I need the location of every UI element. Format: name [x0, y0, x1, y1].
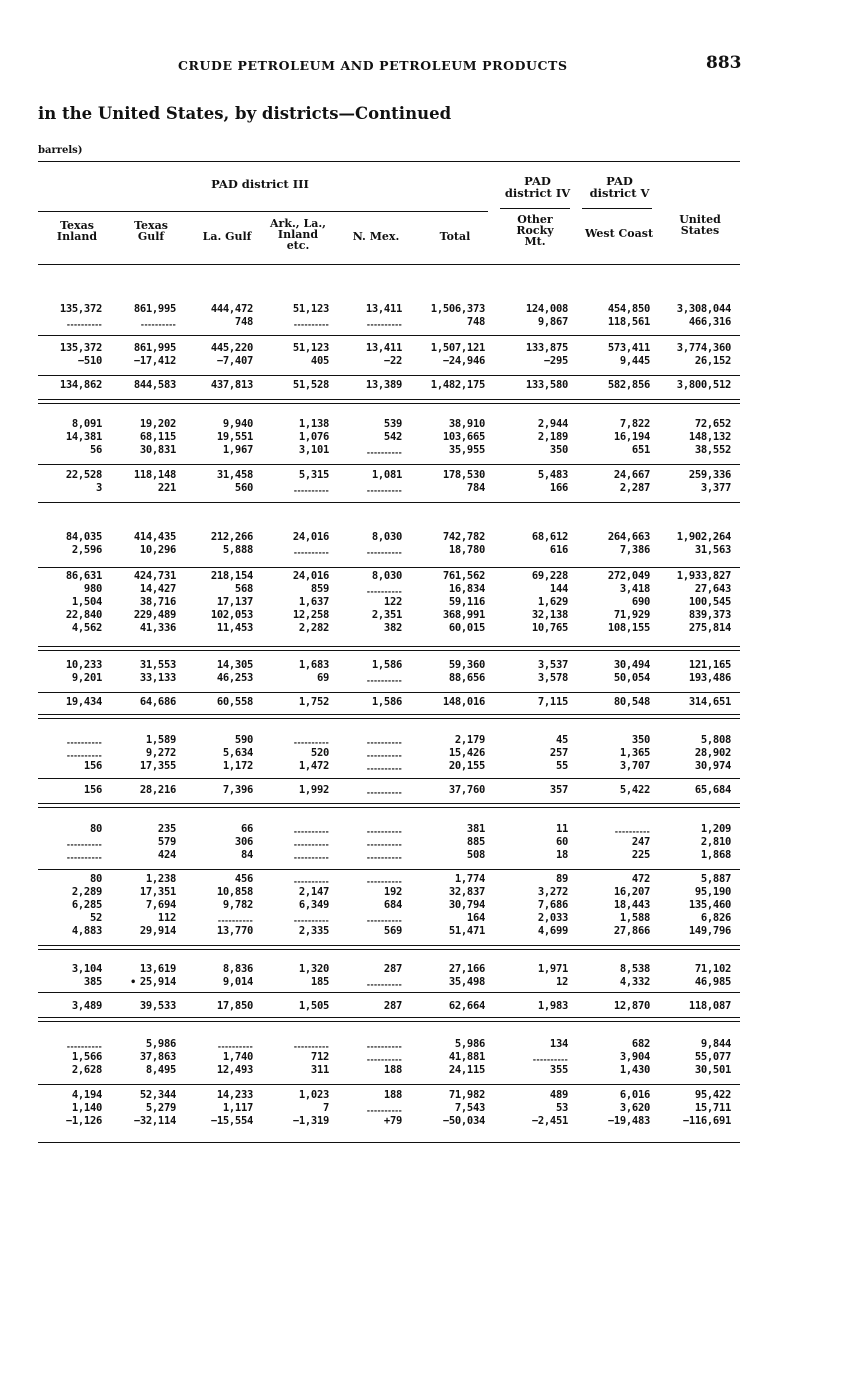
- section-double-rule: [38, 803, 740, 808]
- table-row: 86,631 424,731 218,154 24,016 8,030 761,562 69,228 272,049 1,933,827: [65, 570, 731, 582]
- table-row: 980 14,427 568 859 ---------- 16,834 144 3,418 27,643: [83, 583, 731, 596]
- table-row: 2,289 17,351 10,858 2,147 192 32,837 3,272 16,207 95,190: [71, 886, 731, 898]
- table-row: 3 221 560 ---------- ---------- 784 166 2,287 3,377: [95, 482, 731, 495]
- table-row: 22,528 118,148 31,458 5,315 1,081 178,530 5,483 24,667 259,336: [65, 469, 731, 481]
- section-double-rule: [38, 1017, 740, 1022]
- footnote-mark: •: [130, 977, 137, 988]
- section-double-rule: [38, 646, 740, 651]
- table-row: 9,201 33,133 46,253 69 ---------- 88,656 3,578 50,054 193,486: [71, 672, 731, 685]
- col-header-texas-inland: Texas Inland: [56, 219, 98, 243]
- col-header-west-coast: West Coast: [584, 227, 654, 240]
- header-bottom-rule: [38, 264, 740, 265]
- section-rule: [38, 567, 740, 568]
- col-header-n-mex: N. Mex.: [352, 230, 400, 243]
- table-row: 80 235 66 ---------- ---------- 381 11 ---------- 1,209: [89, 823, 731, 836]
- section-rule: [38, 1084, 740, 1085]
- table-row: 156 17,355 1,172 1,472 ---------- 20,155 55 3,707 30,974: [83, 760, 731, 773]
- table-row: 14,381 68,115 19,551 1,076 542 103,665 2,189 16,194 148,132: [65, 431, 731, 443]
- table-row: ---------- 9,272 5,634 520 ---------- 15,426 257 1,365 28,902: [66, 747, 731, 760]
- table-row: 3,104 13,619 8,836 1,320 287 27,166 1,971 8,538 71,102: [71, 963, 731, 975]
- col-header-texas-gulf: Texas Gulf: [134, 219, 168, 243]
- section-double-rule: [38, 945, 740, 950]
- table-row: 6,285 7,694 9,782 6,349 684 30,794 7,686 18,443 135,460: [71, 899, 731, 911]
- table-row: 80 1,238 456 ---------- ---------- 1,774 89 472 5,887: [89, 873, 731, 886]
- table-row: 156 28,216 7,396 1,992 ---------- 37,760 357 5,422 65,684: [83, 784, 731, 797]
- table-row: 1,140 5,279 1,117 7 ---------- 7,543 53 3,620 15,711: [71, 1102, 731, 1115]
- table-row: 385 25,914 9,014 185 ---------- 35,498 12 4,332 46,985: [83, 976, 731, 989]
- col-header-united-states: United States: [679, 213, 721, 237]
- section-rule: [38, 692, 740, 693]
- col-header-ark-la-inland: Ark., La., Inland etc.: [270, 217, 326, 252]
- table-row: 4,194 52,344 14,233 1,023 188 71,982 489 6,016 95,422: [71, 1089, 731, 1101]
- col-header-other-rocky: Other Rocky Mt.: [516, 213, 554, 248]
- group-header-pad4: PAD district IV: [504, 174, 571, 200]
- table-row: −510 −17,412 −7,407 405 −22 −24,946 −295 9,445 26,152: [77, 355, 731, 367]
- table-row: 19,434 64,686 60,558 1,752 1,586 148,016 7,115 80,548 314,651: [65, 696, 731, 708]
- table-subtitle: in the United States, by districts—Continued: [38, 104, 452, 123]
- unit-note: barrels): [38, 145, 83, 156]
- col-header-total: Total: [439, 230, 471, 243]
- table-row: 8,091 19,202 9,940 1,138 539 38,910 2,944 7,822 72,652: [71, 418, 731, 430]
- table-row: 22,840 229,489 102,053 12,258 2,351 368,991 32,138 71,929 839,373: [65, 609, 731, 621]
- page-number: 883: [706, 53, 742, 73]
- table-row: 52 112 ---------- ---------- ---------- 164 2,033 1,588 6,826: [89, 912, 731, 925]
- table-row: 4,883 29,914 13,770 2,335 569 51,471 4,699 27,866 149,796: [71, 925, 731, 937]
- section-rule: [38, 502, 740, 503]
- table-row: 56 30,831 1,967 3,101 ---------- 35,955 350 651 38,552: [89, 444, 731, 457]
- section-rule: [38, 869, 740, 870]
- table-row: 3,489 39,533 17,850 1,505 287 62,664 1,983 12,870 118,087: [71, 1000, 731, 1012]
- table-row: −1,126 −32,114 −15,554 −1,319 +79 −50,034 −2,451 −19,483 −116,691: [65, 1115, 731, 1127]
- section-rule: [38, 464, 740, 465]
- table-row: 134,862 844,583 437,813 51,528 13,389 1,482,175 133,580 582,856 3,800,512: [59, 379, 731, 391]
- pad3-underline: [38, 211, 488, 212]
- section-double-rule: [38, 714, 740, 719]
- pad5-underline: [582, 208, 652, 209]
- table-row: 135,372 861,995 444,472 51,123 13,411 1,506,373 124,008 454,850 3,308,044: [59, 303, 731, 315]
- table-row: 10,233 31,553 14,305 1,683 1,586 59,360 3,537 30,494 121,165: [65, 659, 731, 671]
- table-row: 4,562 41,336 11,453 2,282 382 60,015 10,765 108,155 275,814: [71, 622, 731, 634]
- section-rule: [38, 778, 740, 779]
- col-header-la-gulf: La. Gulf: [202, 230, 252, 243]
- table-bottom-rule: [38, 1142, 740, 1143]
- table-row: ---------- 1,589 590 ---------- ---------- 2,179 45 350 5,808: [66, 734, 731, 747]
- table-row: 2,628 8,495 12,493 311 188 24,115 355 1,430 30,501: [71, 1064, 731, 1076]
- table-row: ---------- 579 306 ---------- ---------- 885 60 247 2,810: [66, 836, 731, 849]
- table-row: ---------- 5,986 ---------- ---------- ---------- 5,986 134 682 9,844: [66, 1038, 731, 1051]
- group-header-pad5: PAD district V: [589, 174, 650, 200]
- section-rule: [38, 992, 740, 993]
- table-row: ---------- 424 84 ---------- ---------- 508 18 225 1,868: [66, 849, 731, 862]
- table-row: 84,035 414,435 212,266 24,016 8,030 742,782 68,612 264,663 1,902,264: [65, 531, 731, 543]
- table-row: ---------- ---------- 748 ---------- ---------- 748 9,867 118,561 466,316: [66, 316, 731, 329]
- group-header-pad3: PAD district III: [211, 177, 309, 191]
- running-title: CRUDE PETROLEUM AND PETROLEUM PRODUCTS: [178, 58, 568, 73]
- table-row: 135,372 861,995 445,220 51,123 13,411 1,507,121 133,875 573,411 3,774,360: [59, 342, 731, 354]
- section-double-rule: [38, 399, 740, 404]
- table-row: 2,596 10,296 5,888 ---------- ---------- 18,780 616 7,386 31,563: [71, 544, 731, 557]
- table-row: 1,566 37,863 1,740 712 ---------- 41,881 ---------- 3,904 55,077: [71, 1051, 731, 1064]
- table-row: 1,504 38,716 17,137 1,637 122 59,116 1,629 690 100,545: [71, 596, 731, 608]
- pad4-underline: [500, 208, 570, 209]
- table-top-rule: [38, 161, 740, 162]
- section-rule: [38, 375, 740, 376]
- section-rule: [38, 335, 740, 336]
